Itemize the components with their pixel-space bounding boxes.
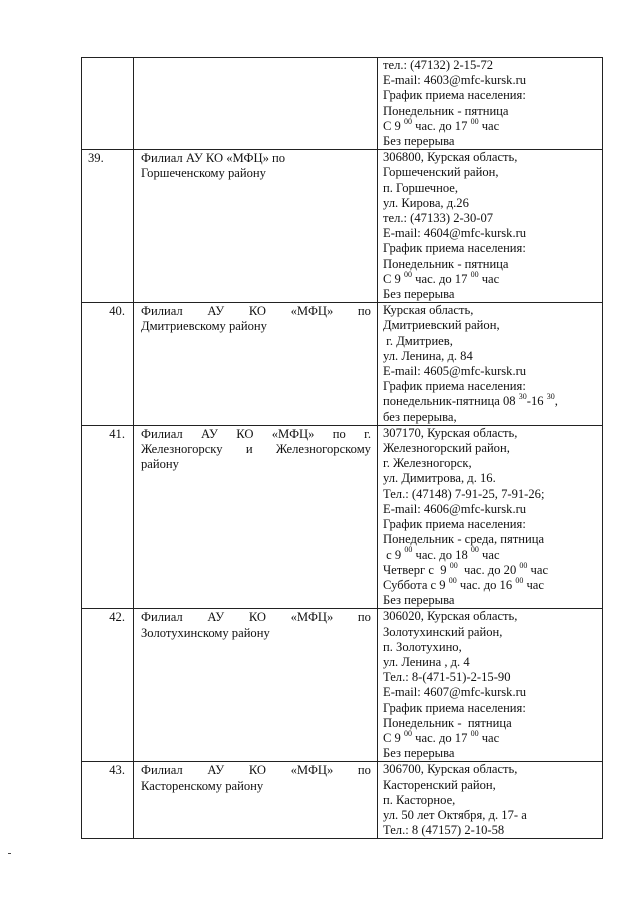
row-number: 43. [82, 762, 134, 839]
document-page [81, 57, 602, 839]
info-text: час [478, 271, 500, 286]
branch-name-word: КО [248, 763, 267, 778]
branch-name-word: Касторенскому району [141, 778, 264, 793]
info-text: час [478, 730, 500, 745]
branch-name-line [141, 457, 371, 472]
branch-name-word: по [357, 610, 371, 625]
branch-name-word: АУ [207, 304, 225, 319]
branch-name-word: АУ [201, 426, 218, 441]
row-number: 39. [82, 150, 134, 303]
table-row [82, 58, 603, 150]
info-text: Горшеченский район, [383, 165, 499, 180]
info-text: г. Дмитриев, [383, 333, 453, 348]
branch-name-word: по [357, 763, 371, 778]
info-line [383, 73, 599, 88]
branch-contact-info [378, 762, 603, 839]
info-line [383, 716, 599, 731]
info-text: E-mail: 4603@mfc-kursk.ru [383, 73, 527, 88]
info-line [383, 287, 599, 302]
info-text: Золотухинский район, [383, 624, 503, 639]
branch-contact-info [378, 425, 603, 608]
branch-name-word: Филиал АУ КО «МФЦ» по [141, 151, 286, 166]
info-text: тел.: (47133) 2-30-07 [383, 211, 494, 226]
info-text: с 9 [383, 547, 405, 562]
branch-name-line [141, 779, 371, 794]
info-line [383, 808, 599, 823]
branch-name-word: по [332, 426, 346, 441]
branch-name-word: КО [236, 426, 254, 441]
info-line [383, 134, 599, 149]
info-text: Четверг с 9 [383, 562, 450, 577]
info-text: График приема населения: [383, 517, 526, 532]
info-line [383, 746, 599, 761]
info-line [383, 701, 599, 716]
info-line [383, 685, 599, 700]
time-minutes-superscript: 00 [404, 728, 412, 738]
info-line [383, 441, 599, 456]
branch-name-line [141, 442, 371, 457]
branch-name-word: «МФЦ» [290, 304, 334, 319]
info-line [383, 823, 599, 838]
info-line [383, 334, 599, 349]
branch-name [134, 762, 378, 839]
info-line [383, 517, 599, 532]
info-line [383, 104, 599, 119]
branch-contact-info [378, 150, 603, 303]
branch-contact-info [378, 58, 603, 150]
info-text: E-mail: 4606@mfc-kursk.ru [383, 501, 527, 516]
row-number: 40. [82, 303, 134, 426]
info-line [383, 211, 599, 226]
info-line [383, 318, 599, 333]
branch-name-line [141, 763, 371, 778]
info-text: 307170, Курская область, [383, 425, 518, 440]
info-text: Понедельник - пятница [383, 256, 509, 271]
info-text: С 9 [383, 730, 404, 745]
info-text: 306800, Курская область, [383, 150, 518, 165]
time-minutes-superscript: 30 [546, 392, 555, 402]
info-text: -16 [526, 394, 547, 409]
info-text: 306020, Курская область, [383, 609, 518, 624]
info-text: г. Железногорск, [383, 456, 472, 471]
branch-name-word: г. [364, 426, 371, 441]
info-line [383, 532, 599, 547]
info-text: без перерыва, [383, 409, 457, 424]
info-line [383, 226, 599, 241]
info-text: Тел.: 8-(471-51)-2-15-90 [383, 670, 511, 685]
time-minutes-superscript: 00 [404, 269, 412, 279]
info-text: ул. Ленина, д. 84 [383, 348, 473, 363]
time-minutes-superscript: 00 [470, 116, 479, 126]
branch-contact-info [378, 609, 603, 762]
time-minutes-superscript: 00 [404, 116, 412, 126]
info-text: Дмитриевский район, [383, 318, 500, 333]
branch-name-word: по [357, 304, 371, 319]
info-line [383, 181, 599, 196]
branch-name-word: и [245, 442, 253, 457]
info-line [383, 670, 599, 685]
info-text: 306700, Курская область, [383, 762, 518, 777]
table-row [82, 762, 603, 839]
info-text: тел.: (47132) 2-15-72 [383, 58, 494, 72]
info-line [383, 778, 599, 793]
info-line [383, 471, 599, 486]
info-line [383, 349, 599, 364]
info-text: Курская область, [383, 303, 474, 318]
info-text: E-mail: 4605@mfc-kursk.ru [383, 364, 527, 379]
info-line [383, 426, 599, 441]
time-minutes-superscript: 00 [515, 575, 524, 585]
branch-name-word: Золотухинскому району [141, 625, 270, 640]
branch-name-line [141, 319, 371, 334]
info-text: График приема населения: [383, 379, 526, 394]
info-text: E-mail: 4604@mfc-kursk.ru [383, 226, 527, 241]
info-text: час. до 17 [412, 271, 471, 286]
info-text: Понедельник - пятница [383, 103, 509, 118]
info-text: ул. Ленина , д. 4 [383, 654, 470, 669]
branch-name [134, 303, 378, 426]
info-line [383, 196, 599, 211]
branch-name [134, 58, 378, 150]
info-text: Без перерыва [383, 134, 455, 149]
info-text: С 9 [383, 118, 404, 133]
info-line [383, 575, 599, 593]
info-line [383, 150, 599, 165]
branch-name-word: Железногорску [141, 442, 223, 457]
info-line [383, 88, 599, 103]
table-body [82, 58, 603, 839]
info-line [383, 762, 599, 777]
branch-name-word: Филиал [141, 610, 183, 625]
info-text: час. до 17 [412, 118, 471, 133]
time-minutes-superscript: 00 [470, 269, 479, 279]
time-minutes-superscript: 00 [519, 560, 528, 570]
info-line [383, 560, 599, 578]
branch-name [134, 425, 378, 608]
info-text: Касторенский район, [383, 777, 496, 792]
info-text: Понедельник - пятница [383, 715, 512, 730]
info-text: С 9 [383, 271, 404, 286]
info-line [383, 303, 599, 318]
branch-name-word: КО [248, 304, 267, 319]
time-minutes-superscript: 00 [404, 545, 413, 555]
info-line [383, 116, 599, 134]
branch-name-word: АУ [207, 610, 225, 625]
row-number: 42. [82, 609, 134, 762]
info-line [383, 456, 599, 471]
branch-name-word: Филиал [141, 304, 183, 319]
branch-name-word: КО [248, 610, 267, 625]
branch-name-word: Горшеченскому району [141, 166, 266, 181]
info-text: час. до 18 [412, 547, 471, 562]
branch-name-word: Филиал [141, 763, 183, 778]
mfc-branches-table [81, 57, 603, 839]
branch-name-line [141, 166, 371, 181]
time-minutes-superscript: 00 [448, 575, 457, 585]
info-text: E-mail: 4607@mfc-kursk.ru [383, 685, 527, 700]
time-minutes-superscript: 00 [449, 560, 458, 570]
branch-name-word: району [141, 457, 179, 472]
branch-name-word: «МФЦ» [271, 426, 315, 441]
time-minutes-superscript: 00 [470, 545, 479, 555]
branch-name-word: «МФЦ» [290, 610, 334, 625]
info-text: Без перерыва [383, 746, 455, 761]
branch-name-line [141, 151, 371, 166]
info-line [383, 502, 599, 517]
branch-name [134, 150, 378, 303]
info-text: Без перерыва [383, 593, 455, 608]
info-text: , [554, 394, 558, 409]
info-line [383, 593, 599, 608]
branch-name [134, 609, 378, 762]
info-text: час [478, 547, 500, 562]
info-line [383, 269, 599, 287]
info-line [383, 241, 599, 256]
info-text: час. до 16 [456, 577, 516, 592]
table-row [82, 425, 603, 608]
info-text: График приема населения: [383, 241, 526, 256]
info-line [383, 545, 599, 563]
info-line [383, 165, 599, 180]
info-text: п. Золотухино, [383, 639, 462, 654]
info-text: час. до 20 [457, 562, 520, 577]
branch-name-word: «МФЦ» [290, 763, 334, 778]
branch-name-line [141, 610, 371, 625]
info-line [383, 257, 599, 272]
info-text: п. Касторное, [383, 792, 456, 807]
branch-name-word: Дмитриевскому району [141, 319, 267, 334]
table-row [82, 150, 603, 303]
info-line [383, 625, 599, 640]
info-text: час [527, 562, 549, 577]
info-line [383, 728, 599, 746]
info-line [383, 58, 599, 73]
info-text: час [478, 118, 500, 133]
time-minutes-superscript: 30 [518, 392, 527, 402]
info-text: График приема населения: [383, 88, 526, 103]
info-text: п. Горшечное, [383, 180, 459, 195]
branch-name-line [141, 304, 371, 319]
info-line [383, 609, 599, 624]
info-line [383, 410, 599, 425]
branch-name-word: Железногорскому [275, 442, 371, 457]
branch-name-line [141, 626, 371, 641]
info-text: понедельник-пятница 08 [383, 394, 519, 409]
table-row [82, 609, 603, 762]
table-row [82, 303, 603, 426]
info-text: ул. Кирова, д.26 [383, 195, 469, 210]
info-text: Суббота с 9 [383, 577, 449, 592]
info-line [383, 379, 599, 394]
info-line [383, 394, 599, 409]
info-line [383, 364, 599, 379]
scan-mark [8, 853, 11, 854]
branch-name-line [141, 427, 371, 442]
time-minutes-superscript: 00 [470, 728, 479, 738]
branch-name-word: Филиал [141, 426, 183, 441]
row-number [82, 58, 134, 150]
info-line [383, 640, 599, 655]
info-text: ул. 50 лет Октября, д. 17- а [383, 807, 527, 822]
info-text: Без перерыва [383, 287, 455, 302]
info-text: График приема населения: [383, 700, 526, 715]
info-text: Понедельник - среда, пятница [383, 532, 545, 547]
info-text: Тел.: 8 (47157) 2-10-58 [383, 823, 505, 838]
info-text: час [523, 577, 544, 592]
info-line [383, 487, 599, 502]
row-number: 41. [82, 425, 134, 608]
branch-contact-info [378, 303, 603, 426]
info-text: ул. Димитрова, д. 16. [383, 471, 496, 486]
branch-name-word: АУ [207, 763, 225, 778]
info-text: Тел.: (47148) 7-91-25, 7-91-26; [383, 486, 545, 501]
info-line [383, 793, 599, 808]
info-text: час. до 17 [412, 730, 471, 745]
info-text: Железногорский район, [383, 441, 510, 456]
info-line [383, 655, 599, 670]
